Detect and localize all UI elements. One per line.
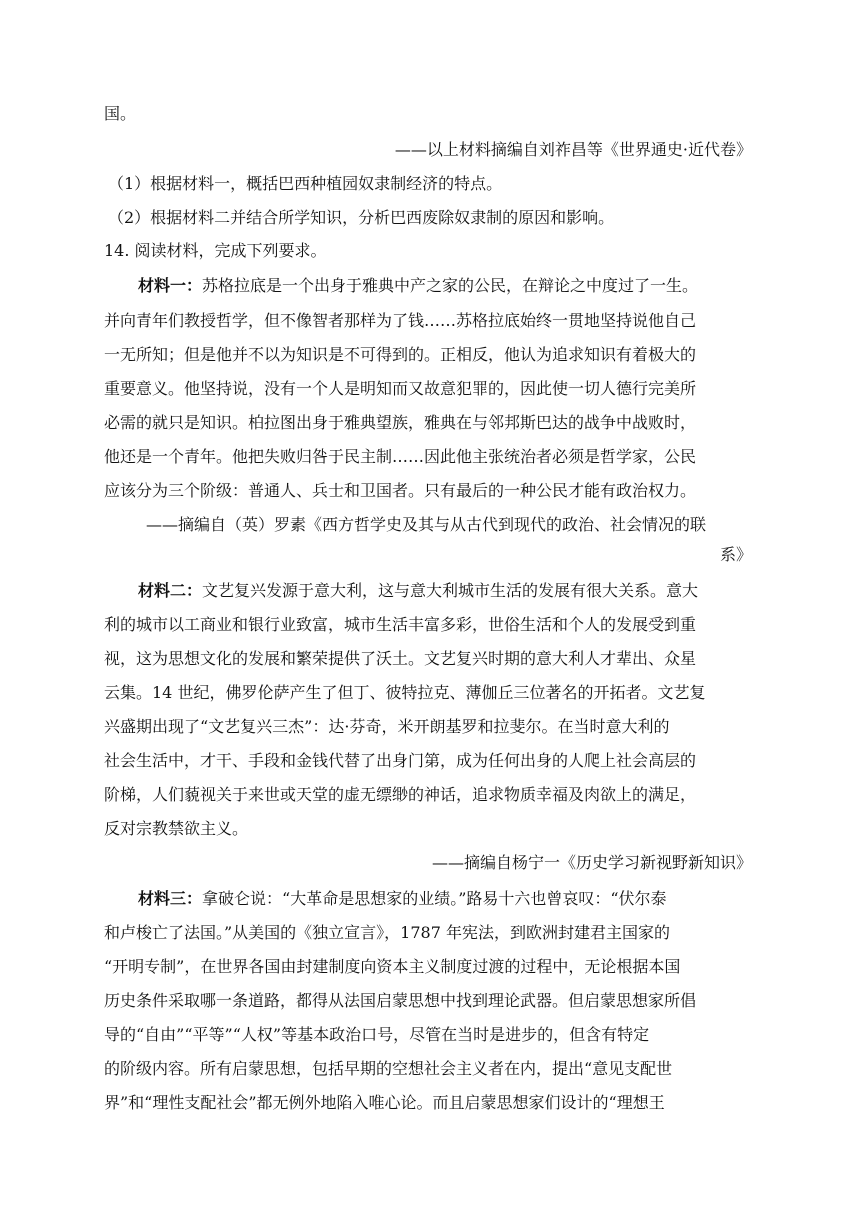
m1-line-3: 重要意义。他坚持说，没有一个人是明知而又故意犯罪的，因此使一切人德行完美所 — [104, 379, 697, 398]
q13-subquestion-2: （2）根据材料二并结合所学知识，分析巴西废除奴隶制的原因和影响。 — [108, 208, 615, 227]
m2-line-3: 云集。14 世纪，佛罗伦萨产生了但丁、彼特拉克、薄伽丘三位著名的开拓者。文艺复 — [104, 683, 706, 702]
m3-text-0: 拿破仑说：“大革命是思想家的业绩。”路易十六也曾哀叹：“伏尔泰 — [202, 889, 667, 908]
m3-label: 材料三： — [138, 889, 203, 908]
m3-line-2: “开明专制”，在世界各国由封建制度向资本主义制度过渡的过程中，无论根据本国 — [104, 957, 681, 976]
m3-line-3: 历史条件采取哪一条道路，都得从法国启蒙思想中找到理论武器。但启蒙思想家所倡 — [104, 991, 697, 1010]
m2-line-5: 社会生活中，才干、手段和金钱代替了出身门第，成为任何出身的人爬上社会高层的 — [104, 751, 697, 770]
m1-line-5: 他还是一个青年。他把失败归咎于民主制……因此他主张统治者必须是哲学家，公民 — [104, 447, 697, 466]
m1-line-2: 一无所知；但是他并不以为知识是不可得到的。正相反，他认为追求知识有着极大的 — [104, 345, 697, 364]
m1-source-line-2: 系》 — [719, 545, 752, 564]
m2-source: ——摘编自杨宁一《历史学习新视野新知识》 — [431, 853, 752, 872]
m2-label: 材料二： — [138, 581, 203, 600]
m2-line-7: 反对宗教禁欲主义。 — [104, 819, 249, 838]
m2-line-1: 利的城市以工商业和银行业致富，城市生活丰富多彩，世俗生活和个人的发展受到重 — [104, 615, 697, 634]
m3-line-0 — [138, 888, 667, 910]
m3-line-1: 和卢梭亡了法国。”从美国的《独立宣言》，1787 年宪法，到欧洲封建君主国家的 — [104, 923, 670, 942]
m1-line-0 — [138, 275, 698, 297]
m1-line-4: 必需的就只是知识。柏拉图出身于雅典望族，雅典在与邻邦斯巴达的战争中战败时， — [104, 413, 697, 432]
m1-line-1: 并向青年们教授哲学，但不像智者那样为了钱……苏格拉底始终一贯地坚持说他自己 — [104, 311, 697, 330]
m2-line-4: 兴盛期出现了“文艺复兴三杰”：达·芬奇，米开朗基罗和拉斐尔。在当时意大利的 — [104, 717, 670, 736]
q13-source-citation: ——以上材料摘编自刘祚昌等《世界通史·近代卷》 — [394, 140, 752, 159]
m1-source-line-1: ——摘编自（英）罗素《西方哲学史及其与从古代到现代的政治、社会情况的联 — [146, 515, 707, 534]
m3-line-6: 界”和“理性支配社会”都无例外地陷入唯心论。而且启蒙思想家们设计的“理想王 — [104, 1093, 665, 1112]
m2-text-0: 文艺复兴发源于意大利，这与意大利城市生活的发展有很大关系。意大 — [202, 581, 699, 600]
q13-subquestion-1: （1）根据材料一，概括巴西种植园奴隶制经济的特点。 — [108, 174, 503, 193]
q14-heading: 14. 阅读材料，完成下列要求。 — [104, 241, 327, 260]
q13-tail-text: 国。 — [104, 104, 137, 123]
m1-line-6: 应该分为三个阶级：普通人、兵士和卫国者。只有最后的一种公民才能有政治权力。 — [104, 481, 697, 500]
m1-text-0: 苏格拉底是一个出身于雅典中产之家的公民，在辩论之中度过了一生。 — [202, 276, 699, 295]
m1-label: 材料一： — [138, 276, 203, 295]
m2-line-2: 视，这为思想文化的发展和繁荣提供了沃土。文艺复兴时期的意大利人才辈出、众星 — [104, 649, 697, 668]
m3-line-4: 导的“自由”“平等”“人权”等基本政治口号，尽管在当时是进步的，但含有特定 — [104, 1025, 650, 1044]
m2-line-6: 阶梯，人们藐视关于来世或天堂的虚无缥缈的神话，追求物质幸福及肉欲上的满足， — [104, 785, 697, 804]
m2-line-0 — [138, 580, 698, 602]
m3-line-5: 的阶级内容。所有启蒙思想，包括早期的空想社会主义者在内，提出“意见支配世 — [104, 1059, 673, 1078]
